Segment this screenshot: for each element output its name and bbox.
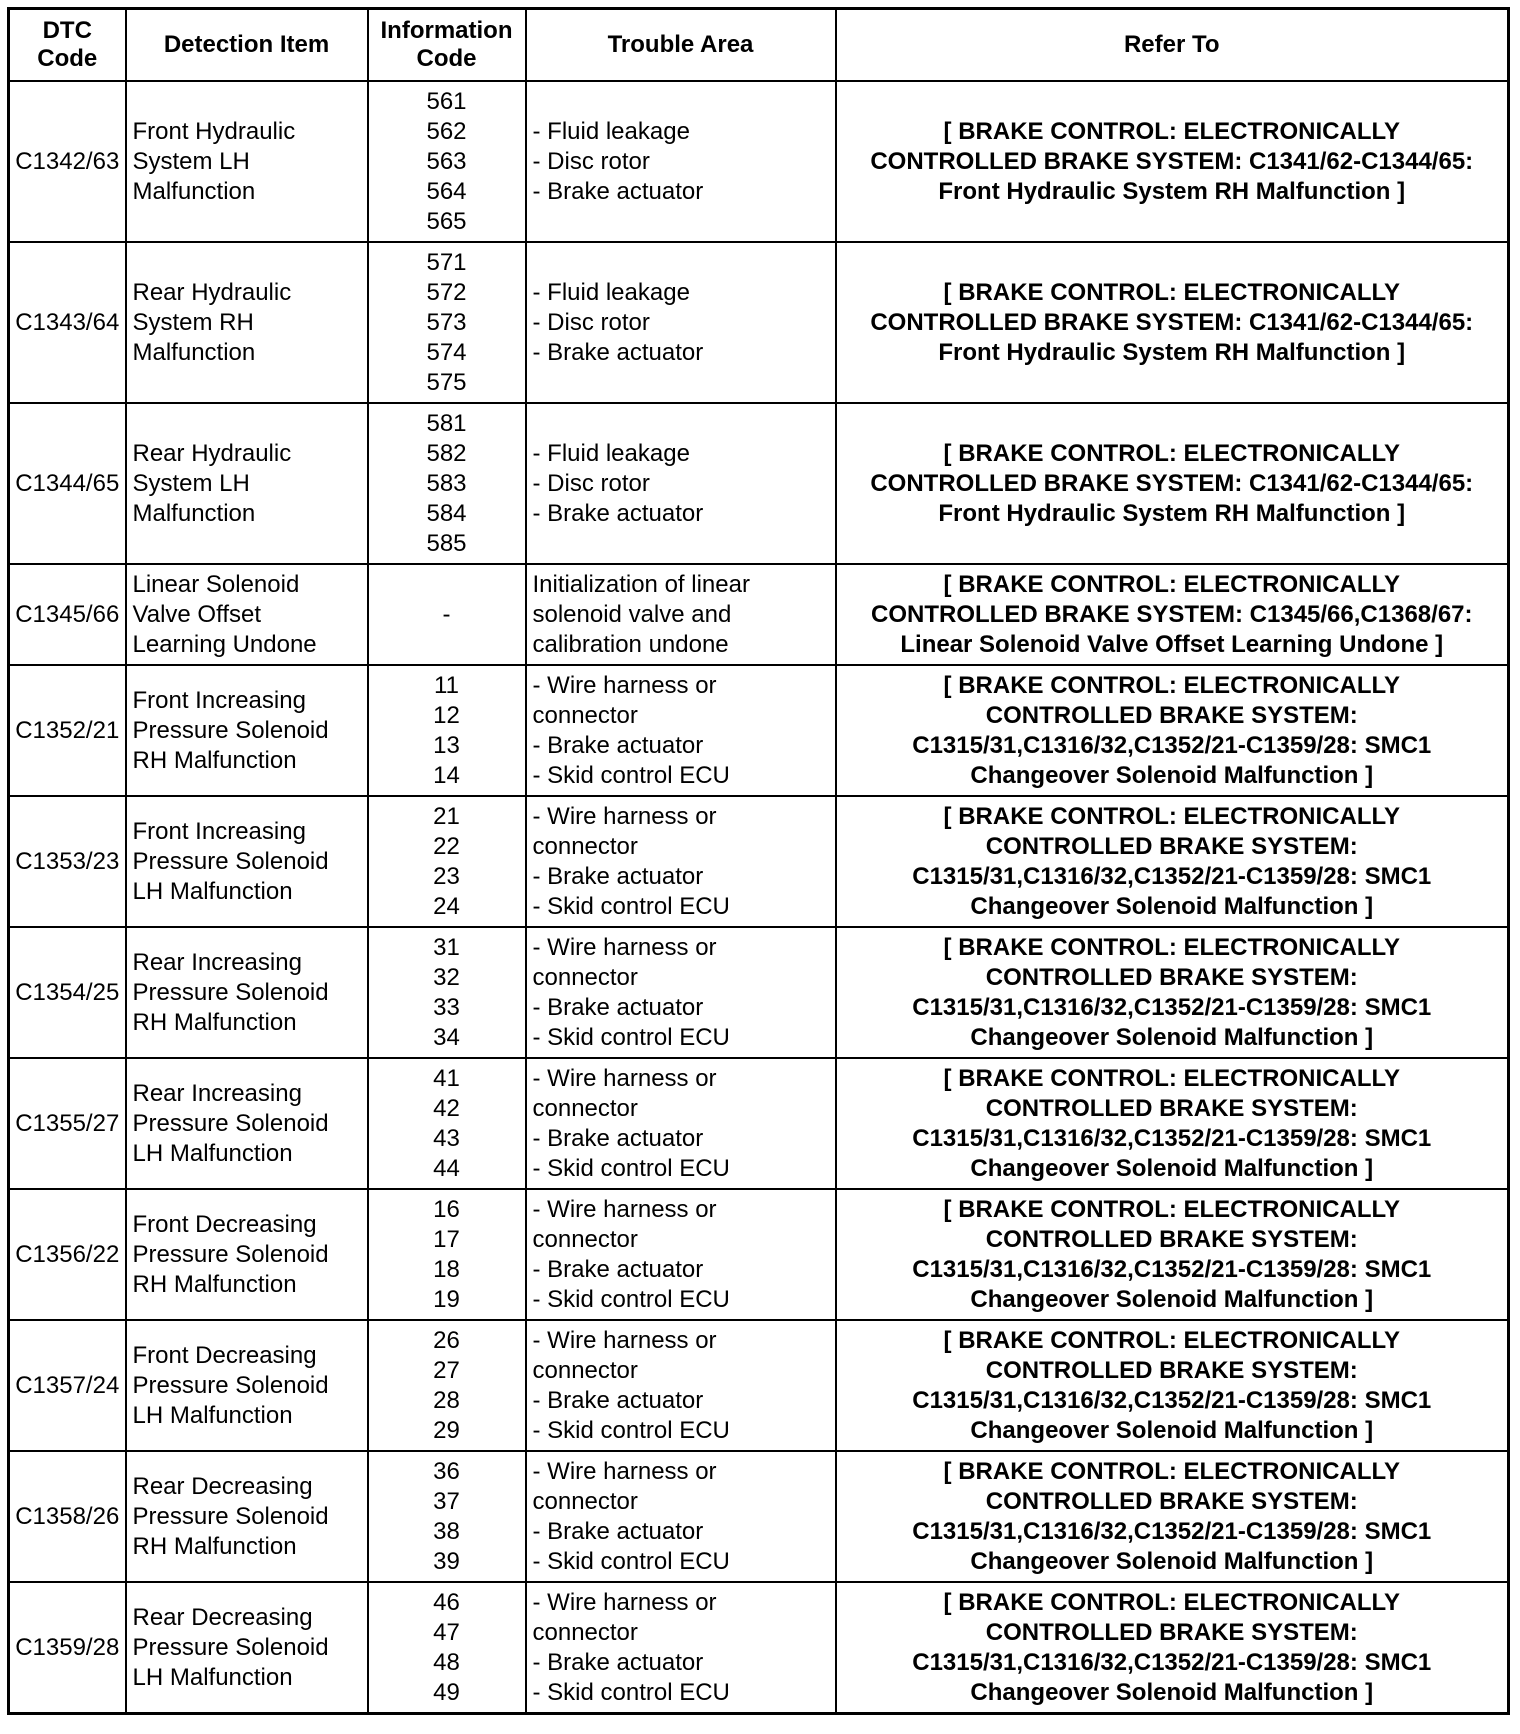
table-row	[9, 665, 1509, 796]
detection-item-cell-line: Pressure Solenoid	[132, 1371, 329, 1399]
trouble-area-cell-line: Initialization of linear	[532, 570, 750, 598]
refer-to-cell-line: [ BRAKE CONTROL: ELECTRONICALLY	[943, 570, 1400, 598]
information-code-cell-line: 34	[433, 1023, 460, 1051]
refer-to-cell-line: Front Hydraulic System RH Malfunction ]	[938, 177, 1406, 205]
detection-item-cell-line: Rear Decreasing	[132, 1472, 313, 1500]
detection-item-cell	[126, 1451, 368, 1582]
trouble-area-cell	[526, 1582, 836, 1714]
refer-to-cell-line: C1315/31,C1316/32,C1352/21-C1359/28: SMC1	[912, 993, 1432, 1021]
refer-to-cell-line: [ BRAKE CONTROL: ELECTRONICALLY	[943, 278, 1400, 306]
detection-item-cell-line: Pressure Solenoid	[132, 716, 329, 744]
refer-to-cell-line: Changeover Solenoid Malfunction ]	[970, 761, 1374, 789]
dtc-code-cell: C1355/27	[9, 1058, 126, 1189]
trouble-area-cell-line: - Skid control ECU	[532, 1678, 730, 1706]
information-code-cell	[368, 796, 526, 927]
detection-item-cell-line: System LH	[132, 469, 250, 497]
header-trouble-area	[526, 9, 836, 82]
trouble-area-cell-line: connector	[532, 1618, 638, 1646]
information-code-cell-line: 575	[426, 368, 467, 396]
information-code-cell-line: 572	[426, 278, 467, 306]
detection-item-cell-line: Rear Increasing	[132, 1079, 302, 1107]
detection-item-cell-line: Rear Decreasing	[132, 1603, 313, 1631]
refer-to-cell-line: Changeover Solenoid Malfunction ]	[970, 1154, 1374, 1182]
detection-item-cell-line: Pressure Solenoid	[132, 847, 329, 875]
dtc-code-cell: C1358/26	[9, 1451, 126, 1582]
information-code-cell-line: 21	[433, 802, 460, 830]
information-code-cell-line: 16	[433, 1195, 460, 1223]
dtc-code-cell: C1343/64	[9, 242, 126, 403]
refer-to-cell-line: CONTROLLED BRAKE SYSTEM:	[985, 1487, 1358, 1515]
dtc-code-cell: C1352/21	[9, 665, 126, 796]
header-line: Code	[416, 45, 477, 72]
detection-item-cell-line: LH Malfunction	[132, 877, 293, 905]
detection-item-cell-line: System LH	[132, 147, 250, 175]
trouble-area-cell	[526, 796, 836, 927]
detection-item-cell	[126, 665, 368, 796]
dtc-code-cell: C1357/24	[9, 1320, 126, 1451]
detection-item-cell	[126, 564, 368, 665]
refer-to-cell-line: Front Hydraulic System RH Malfunction ]	[938, 338, 1406, 366]
detection-item-cell	[126, 1058, 368, 1189]
information-code-cell-line: 36	[433, 1457, 460, 1485]
refer-to-cell-line: C1315/31,C1316/32,C1352/21-C1359/28: SMC1	[912, 731, 1432, 759]
information-code-cell	[368, 665, 526, 796]
trouble-area-cell	[526, 665, 836, 796]
information-code-cell-line: 564	[426, 177, 467, 205]
trouble-area-cell-line: - Skid control ECU	[532, 1285, 730, 1313]
header-line: Refer To	[1123, 31, 1220, 58]
table-row	[9, 1058, 1509, 1189]
refer-to-cell	[836, 1058, 1509, 1189]
dtc-code-cell: C1342/63	[9, 81, 126, 242]
information-code-cell-line: 24	[433, 892, 460, 920]
header-line: DTC	[42, 17, 92, 44]
trouble-area-cell-line: - Brake actuator	[532, 177, 704, 205]
refer-to-cell-line: C1315/31,C1316/32,C1352/21-C1359/28: SMC1	[912, 1517, 1432, 1545]
information-code-cell-line: 49	[433, 1678, 460, 1706]
information-code-cell	[368, 242, 526, 403]
information-code-cell-line: 29	[433, 1416, 460, 1444]
information-code-cell-line: 43	[433, 1124, 460, 1152]
table-row	[9, 1189, 1509, 1320]
refer-to-cell-line: [ BRAKE CONTROL: ELECTRONICALLY	[943, 439, 1400, 467]
detection-item-cell-line: RH Malfunction	[132, 746, 297, 774]
refer-to-cell-line: CONTROLLED BRAKE SYSTEM:	[985, 1225, 1358, 1253]
information-code-cell-line: 47	[433, 1618, 460, 1646]
trouble-area-cell-line: connector	[532, 832, 638, 860]
refer-to-cell	[836, 1582, 1509, 1714]
information-code-cell	[368, 81, 526, 242]
trouble-area-cell-line: - Brake actuator	[532, 1386, 704, 1414]
detection-item-cell-line: Pressure Solenoid	[132, 1502, 329, 1530]
detection-item-cell-line: Pressure Solenoid	[132, 978, 329, 1006]
refer-to-cell-line: [ BRAKE CONTROL: ELECTRONICALLY	[943, 1195, 1400, 1223]
refer-to-cell-line: CONTROLLED BRAKE SYSTEM: C1341/62-C1344/65:	[870, 469, 1474, 497]
trouble-area-cell-line: connector	[532, 701, 638, 729]
trouble-area-cell-line: - Disc rotor	[532, 147, 650, 175]
information-code-cell-line: -	[442, 600, 451, 628]
trouble-area-cell-line: - Skid control ECU	[532, 1023, 730, 1051]
information-code-cell-line: 571	[426, 248, 467, 276]
information-code-cell	[368, 1058, 526, 1189]
dtc-code-cell: C1356/22	[9, 1189, 126, 1320]
information-code-cell-line: 19	[433, 1285, 460, 1313]
trouble-area-cell-line: - Brake actuator	[532, 1255, 704, 1283]
trouble-area-cell	[526, 927, 836, 1058]
refer-to-cell-line: CONTROLLED BRAKE SYSTEM:	[985, 1094, 1358, 1122]
table-row	[9, 796, 1509, 927]
trouble-area-cell	[526, 1451, 836, 1582]
detection-item-cell-line: RH Malfunction	[132, 1270, 297, 1298]
trouble-area-cell-line: - Skid control ECU	[532, 892, 730, 920]
header-refer-to	[836, 9, 1509, 82]
information-code-cell-line: 563	[426, 147, 467, 175]
detection-item-cell	[126, 1189, 368, 1320]
information-code-cell-line: 48	[433, 1648, 460, 1676]
detection-item-cell-line: Pressure Solenoid	[132, 1633, 329, 1661]
table-row	[9, 564, 1509, 665]
header-line: Trouble Area	[607, 31, 754, 58]
information-code-cell-line: 584	[426, 499, 467, 527]
detection-item-cell-line: Rear Hydraulic	[132, 278, 292, 306]
trouble-area-cell-line: - Fluid leakage	[532, 117, 690, 145]
table-row	[9, 242, 1509, 403]
refer-to-cell-line: Changeover Solenoid Malfunction ]	[970, 1416, 1374, 1444]
refer-to-cell-line: Linear Solenoid Valve Offset Learning Undone ]	[900, 630, 1444, 658]
information-code-cell-line: 41	[433, 1064, 460, 1092]
information-code-cell	[368, 927, 526, 1058]
detection-item-cell-line: Front Decreasing	[132, 1210, 317, 1238]
trouble-area-cell	[526, 564, 836, 665]
trouble-area-cell	[526, 403, 836, 564]
header-line: Detection Item	[163, 31, 330, 58]
dtc-code-cell: C1345/66	[9, 564, 126, 665]
refer-to-cell	[836, 242, 1509, 403]
detection-item-cell	[126, 1582, 368, 1714]
information-code-cell	[368, 1189, 526, 1320]
refer-to-cell-line: [ BRAKE CONTROL: ELECTRONICALLY	[943, 671, 1400, 699]
header-detection-item	[126, 9, 368, 82]
refer-to-cell	[836, 1189, 1509, 1320]
detection-item-cell-line: LH Malfunction	[132, 1663, 293, 1691]
refer-to-cell-line: Changeover Solenoid Malfunction ]	[970, 1547, 1374, 1575]
detection-item-cell	[126, 796, 368, 927]
detection-item-cell-line: Malfunction	[132, 338, 256, 366]
refer-to-cell-line: [ BRAKE CONTROL: ELECTRONICALLY	[943, 1326, 1400, 1354]
dtc-table-container	[7, 7, 1507, 1715]
refer-to-cell-line: Changeover Solenoid Malfunction ]	[970, 892, 1374, 920]
information-code-cell-line: 574	[426, 338, 467, 366]
trouble-area-cell-line: - Fluid leakage	[532, 278, 690, 306]
information-code-cell-line: 39	[433, 1547, 460, 1575]
trouble-area-cell-line: - Wire harness or	[532, 1588, 717, 1616]
dtc-code-cell: C1354/25	[9, 927, 126, 1058]
trouble-area-cell	[526, 1320, 836, 1451]
trouble-area-cell-line: connector	[532, 1487, 638, 1515]
trouble-area-cell-line: - Skid control ECU	[532, 1416, 730, 1444]
information-code-cell-line: 44	[433, 1154, 460, 1182]
information-code-cell-line: 33	[433, 993, 460, 1021]
trouble-area-cell-line: connector	[532, 1094, 638, 1122]
information-code-cell-line: 581	[426, 409, 467, 437]
information-code-cell	[368, 1320, 526, 1451]
trouble-area-cell-line: - Brake actuator	[532, 338, 704, 366]
trouble-area-cell	[526, 81, 836, 242]
information-code-cell-line: 11	[434, 671, 459, 699]
detection-item-cell-line: RH Malfunction	[132, 1532, 297, 1560]
header-information-code	[368, 9, 526, 82]
detection-item-cell-line: Pressure Solenoid	[132, 1240, 329, 1268]
information-code-cell-line: 13	[433, 731, 460, 759]
dtc-table	[7, 7, 1510, 1715]
header-line: Code	[37, 45, 98, 72]
table-row	[9, 1582, 1509, 1714]
information-code-cell-line: 22	[433, 832, 460, 860]
information-code-cell-line: 32	[433, 963, 460, 991]
detection-item-cell-line: Learning Undone	[132, 630, 317, 658]
refer-to-cell	[836, 1451, 1509, 1582]
trouble-area-cell-line: - Brake actuator	[532, 1648, 704, 1676]
information-code-cell-line: 562	[426, 117, 467, 145]
detection-item-cell	[126, 1320, 368, 1451]
refer-to-cell-line: CONTROLLED BRAKE SYSTEM: C1341/62-C1344/65:	[870, 308, 1474, 336]
trouble-area-cell-line: - Wire harness or	[532, 802, 717, 830]
trouble-area-cell-line: - Skid control ECU	[532, 1154, 730, 1182]
trouble-area-cell-line: - Brake actuator	[532, 499, 704, 527]
information-code-cell	[368, 564, 526, 665]
information-code-cell-line: 28	[433, 1386, 460, 1414]
information-code-cell-line: 26	[433, 1326, 460, 1354]
table-row	[9, 1451, 1509, 1582]
trouble-area-cell-line: - Wire harness or	[532, 671, 717, 699]
detection-item-cell-line: Malfunction	[132, 499, 256, 527]
refer-to-cell-line: Changeover Solenoid Malfunction ]	[970, 1285, 1374, 1313]
dtc-code-cell: C1344/65	[9, 403, 126, 564]
trouble-area-cell-line: - Brake actuator	[532, 1124, 704, 1152]
refer-to-cell-line: [ BRAKE CONTROL: ELECTRONICALLY	[943, 1457, 1400, 1485]
information-code-cell-line: 561	[426, 87, 467, 115]
trouble-area-cell-line: connector	[532, 1225, 638, 1253]
trouble-area-cell-line: calibration undone	[532, 630, 729, 658]
trouble-area-cell-line: - Brake actuator	[532, 862, 704, 890]
trouble-area-cell-line: - Wire harness or	[532, 1326, 717, 1354]
refer-to-cell	[836, 564, 1509, 665]
information-code-cell	[368, 1451, 526, 1582]
detection-item-cell-line: Front Increasing	[132, 686, 306, 714]
trouble-area-cell-line: - Skid control ECU	[532, 761, 730, 789]
refer-to-cell-line: C1315/31,C1316/32,C1352/21-C1359/28: SMC1	[912, 1648, 1432, 1676]
trouble-area-cell-line: - Disc rotor	[532, 308, 650, 336]
header-dtc-code	[9, 9, 126, 82]
refer-to-cell-line: CONTROLLED BRAKE SYSTEM: C1341/62-C1344/65:	[870, 147, 1474, 175]
dtc-code-cell: C1353/23	[9, 796, 126, 927]
detection-item-cell-line: Front Increasing	[132, 817, 306, 845]
detection-item-cell-line: Front Hydraulic	[132, 117, 296, 145]
table-row	[9, 1320, 1509, 1451]
information-code-cell-line: 583	[426, 469, 467, 497]
refer-to-cell-line: CONTROLLED BRAKE SYSTEM:	[985, 963, 1358, 991]
trouble-area-cell-line: - Brake actuator	[532, 731, 704, 759]
detection-item-cell-line: Front Decreasing	[132, 1341, 317, 1369]
trouble-area-cell-line: connector	[532, 963, 638, 991]
detection-item-cell	[126, 403, 368, 564]
header-line: Information	[380, 17, 513, 44]
trouble-area-cell-line: - Wire harness or	[532, 933, 717, 961]
detection-item-cell	[126, 242, 368, 403]
refer-to-cell-line: C1315/31,C1316/32,C1352/21-C1359/28: SMC1	[912, 1124, 1432, 1152]
refer-to-cell-line: CONTROLLED BRAKE SYSTEM:	[985, 701, 1358, 729]
detection-item-cell-line: Linear Solenoid	[132, 570, 300, 598]
refer-to-cell	[836, 796, 1509, 927]
information-code-cell-line: 37	[433, 1487, 460, 1515]
table-row	[9, 927, 1509, 1058]
information-code-cell-line: 582	[426, 439, 467, 467]
refer-to-cell-line: CONTROLLED BRAKE SYSTEM:	[985, 1618, 1358, 1646]
information-code-cell-line: 565	[426, 207, 467, 235]
refer-to-cell-line: C1315/31,C1316/32,C1352/21-C1359/28: SMC1	[912, 862, 1432, 890]
information-code-cell-line: 23	[433, 862, 460, 890]
information-code-cell-line: 14	[433, 761, 460, 789]
information-code-cell-line: 573	[426, 308, 467, 336]
information-code-cell-line: 585	[426, 529, 467, 557]
detection-item-cell-line: LH Malfunction	[132, 1401, 293, 1429]
information-code-cell-line: 38	[433, 1517, 460, 1545]
refer-to-cell	[836, 1320, 1509, 1451]
trouble-area-cell	[526, 1058, 836, 1189]
information-code-cell-line: 18	[433, 1255, 460, 1283]
refer-to-cell-line: CONTROLLED BRAKE SYSTEM:	[985, 1356, 1358, 1384]
information-code-cell-line: 42	[433, 1094, 460, 1122]
trouble-area-cell-line: solenoid valve and	[532, 600, 732, 628]
refer-to-cell	[836, 927, 1509, 1058]
refer-to-cell-line: Front Hydraulic System RH Malfunction ]	[938, 499, 1406, 527]
detection-item-cell-line: System RH	[132, 308, 254, 336]
information-code-cell-line: 27	[433, 1356, 460, 1384]
detection-item-cell-line: Valve Offset	[132, 600, 262, 628]
table-row	[9, 81, 1509, 242]
detection-item-cell-line: LH Malfunction	[132, 1139, 293, 1167]
refer-to-cell-line: C1315/31,C1316/32,C1352/21-C1359/28: SMC1	[912, 1255, 1432, 1283]
trouble-area-cell-line: - Fluid leakage	[532, 439, 690, 467]
refer-to-cell-line: CONTROLLED BRAKE SYSTEM:	[985, 832, 1358, 860]
detection-item-cell-line: Rear Increasing	[132, 948, 302, 976]
table-row	[9, 403, 1509, 564]
information-code-cell-line: 17	[433, 1225, 460, 1253]
trouble-area-cell	[526, 1189, 836, 1320]
trouble-area-cell-line: - Disc rotor	[532, 469, 650, 497]
information-code-cell	[368, 1582, 526, 1714]
refer-to-cell-line: C1315/31,C1316/32,C1352/21-C1359/28: SMC1	[912, 1386, 1432, 1414]
refer-to-cell-line: [ BRAKE CONTROL: ELECTRONICALLY	[943, 802, 1400, 830]
information-code-cell-line: 31	[433, 933, 460, 961]
refer-to-cell	[836, 403, 1509, 564]
detection-item-cell-line: Rear Hydraulic	[132, 439, 292, 467]
header-row	[9, 9, 1509, 82]
information-code-cell-line: 46	[433, 1588, 460, 1616]
refer-to-cell-line: CONTROLLED BRAKE SYSTEM: C1345/66,C1368/67:	[871, 600, 1473, 628]
trouble-area-cell-line: - Wire harness or	[532, 1457, 717, 1485]
trouble-area-cell	[526, 242, 836, 403]
refer-to-cell	[836, 81, 1509, 242]
refer-to-cell-line: [ BRAKE CONTROL: ELECTRONICALLY	[943, 117, 1400, 145]
detection-item-cell	[126, 81, 368, 242]
trouble-area-cell-line: - Wire harness or	[532, 1195, 717, 1223]
refer-to-cell-line: [ BRAKE CONTROL: ELECTRONICALLY	[943, 1064, 1400, 1092]
dtc-table-body	[9, 81, 1509, 1714]
detection-item-cell	[126, 927, 368, 1058]
trouble-area-cell-line: - Brake actuator	[532, 993, 704, 1021]
trouble-area-cell-line: - Skid control ECU	[532, 1547, 730, 1575]
information-code-cell	[368, 403, 526, 564]
detection-item-cell-line: RH Malfunction	[132, 1008, 297, 1036]
dtc-code-cell: C1359/28	[9, 1582, 126, 1714]
refer-to-cell-line: Changeover Solenoid Malfunction ]	[970, 1678, 1374, 1706]
refer-to-cell-line: [ BRAKE CONTROL: ELECTRONICALLY	[943, 933, 1400, 961]
trouble-area-cell-line: - Brake actuator	[532, 1517, 704, 1545]
refer-to-cell-line: Changeover Solenoid Malfunction ]	[970, 1023, 1374, 1051]
trouble-area-cell-line: - Wire harness or	[532, 1064, 717, 1092]
information-code-cell-line: 12	[433, 701, 460, 729]
refer-to-cell-line: [ BRAKE CONTROL: ELECTRONICALLY	[943, 1588, 1400, 1616]
refer-to-cell	[836, 665, 1509, 796]
detection-item-cell-line: Malfunction	[132, 177, 256, 205]
detection-item-cell-line: Pressure Solenoid	[132, 1109, 329, 1137]
trouble-area-cell-line: connector	[532, 1356, 638, 1384]
